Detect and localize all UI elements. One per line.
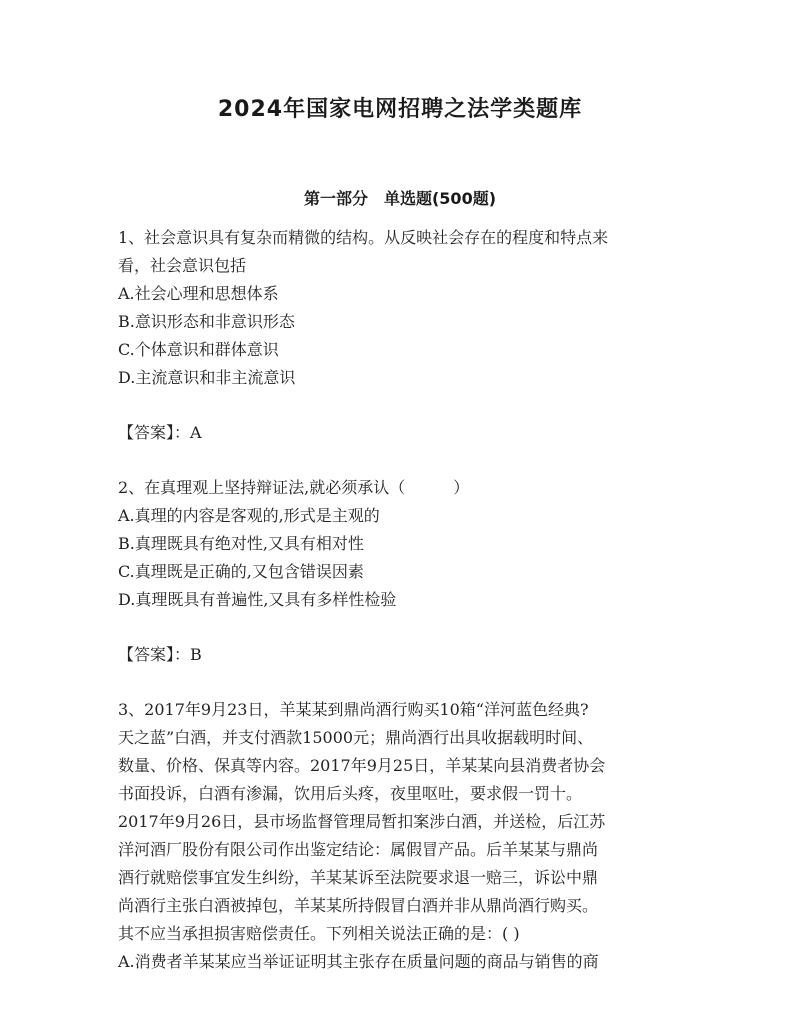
option-b: B.真理既具有绝对性,又具有相对性 — [118, 534, 364, 553]
question-3 — [118, 696, 688, 976]
option-c: C.真理既是正确的,又包含错误因素 — [118, 562, 364, 581]
section-heading: 第一部分 单选题(500题) — [303, 189, 497, 208]
spacer — [118, 392, 688, 419]
question-list — [118, 224, 688, 976]
spacer — [118, 447, 688, 474]
option-a: A.消费者羊某某应当举证证明其主张存在质量问题的商品与销售的商 — [118, 952, 599, 971]
spacer — [118, 669, 688, 696]
question-1 — [118, 224, 688, 474]
option-b: B.意识形态和非意识形态 — [118, 312, 295, 331]
question-stem-line: 酒行就赔偿事宜发生纠纷，羊某某诉至法院要求退一赔三，诉讼中鼎 — [118, 868, 599, 887]
question-stem-line: 书面投诉，白酒有渗漏，饮用后头疼，夜里呕吐，要求假一罚十。 — [118, 784, 583, 803]
option-a: A.真理的内容是客观的,形式是主观的 — [118, 506, 380, 525]
option-c: C.个体意识和群体意识 — [118, 340, 279, 359]
document-title: 2024年国家电网招聘之法学类题库 — [217, 97, 583, 122]
question-stem-line: 2017年9月26日，县市场监督管理局暂扣案涉白酒，并送检，后江苏 — [118, 812, 606, 831]
answer-line: 【答案】：B — [118, 645, 202, 664]
question-stem-line: 1、社会意识具有复杂而精微的结构。从反映社会存在的程度和特点来 — [118, 228, 609, 247]
spacer — [118, 614, 688, 641]
answer-line: 【答案】：A — [118, 423, 202, 442]
question-stem-line: 看，社会意识包括 — [118, 256, 247, 275]
question-stem-line: 数量、价格、保真等内容。2017年9月25日，羊某某向县消费者协会 — [118, 756, 606, 775]
question-stem-line: 2、在真理观上坚持辩证法,就必须承认（ ） — [118, 478, 470, 497]
question-stem-line: 其不应当承担损害赔偿责任。下列相关说法正确的是：( ) — [118, 924, 520, 943]
question-stem-line: 洋河酒厂股份有限公司作出鉴定结论：属假冒产品。后羊某某与鼎尚 — [118, 840, 599, 859]
option-d: D.主流意识和非主流意识 — [118, 368, 296, 387]
question-stem-line: 3、2017年9月23日，羊某某到鼎尚酒行购买10箱“洋河蓝色经典? — [118, 700, 589, 719]
option-d: D.真理既具有普遍性,又具有多样性检验 — [118, 590, 397, 609]
option-a: A.社会心理和思想体系 — [118, 284, 279, 303]
question-stem-line: 尚酒行主张白酒被掉包，羊某某所持假冒白酒并非从鼎尚酒行购买。 — [118, 896, 599, 915]
question-stem-line: 天之蓝”白酒，并支付酒款15000元；鼎尚酒行出具收据载明时间、 — [118, 728, 594, 747]
question-2 — [118, 474, 688, 696]
